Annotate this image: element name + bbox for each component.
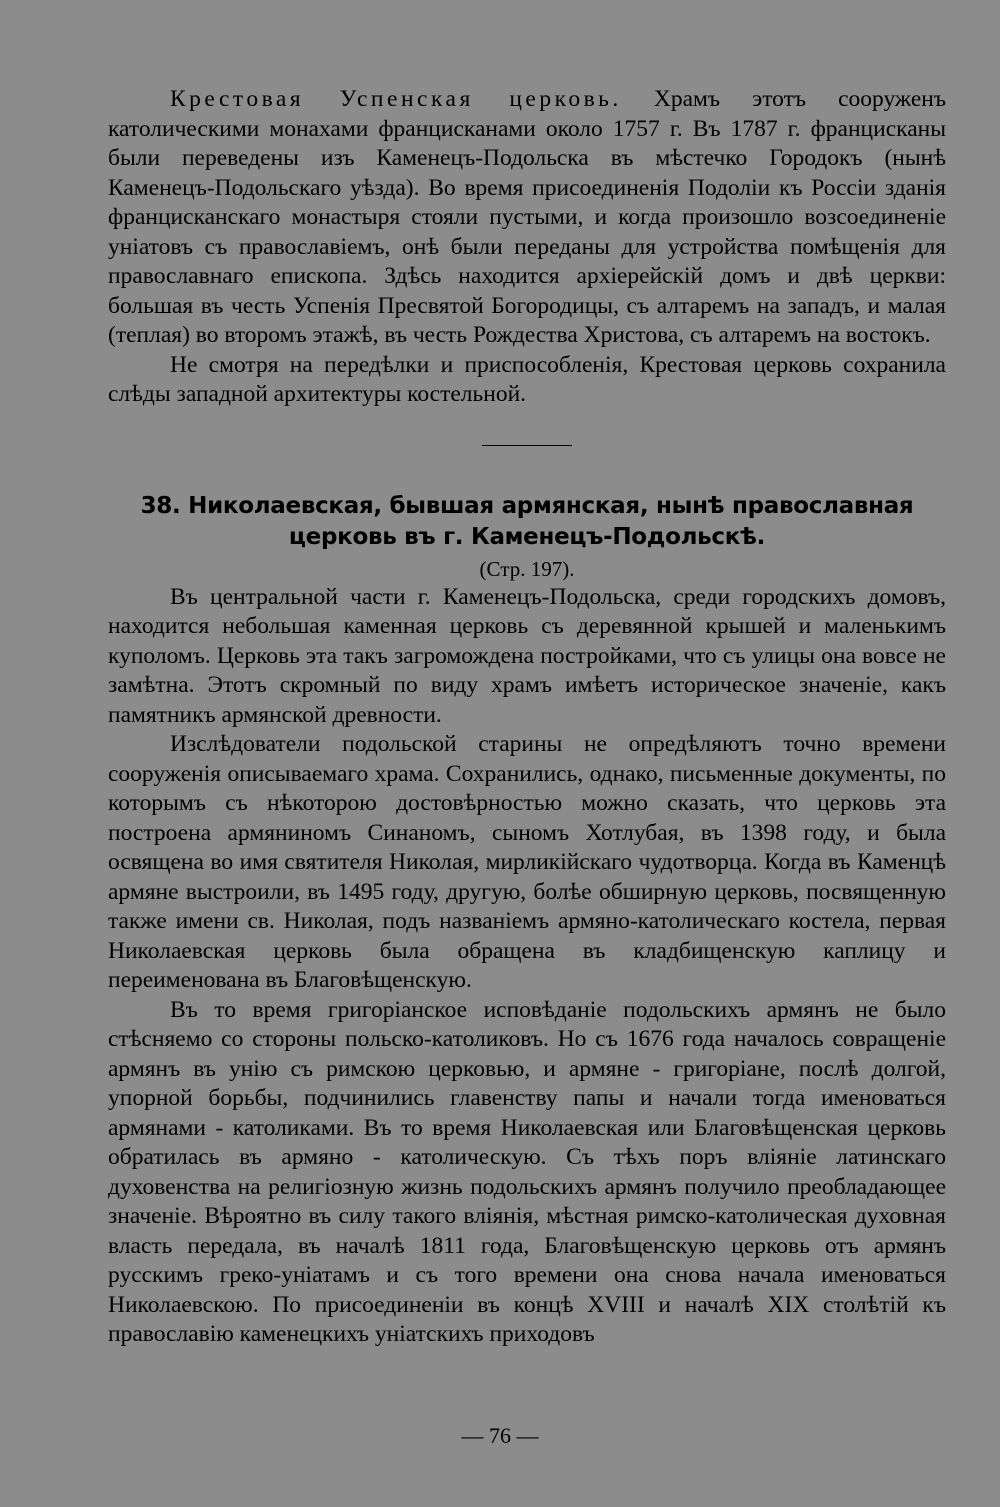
paragraph-text: Храмъ этотъ сооруженъ католическими монахами францисканами около 1757 г. Въ 1787 г. францисканы были переведены изъ Каменецъ-Подольска въ мѣстечко Городокъ (нынѣ Каменецъ-Подольскаго уѣзда). Во время присоединенія Подоліи къ Россіи зданія францисканскаго монастыря стояли пустыми, и когда произошло возсоединеніе уніатовъ съ православіемъ, онѣ были переданы для устройства помѣщенія для православнаго епископа. Здѣсь находится архіерейскій домъ и двѣ церкви: большая въ честь Успенія Пресвятой Богородицы, съ алтаремъ на западъ, и малая (теплая) во второмъ этажѣ, въ честь Рождества Христова, съ алтаремъ на востокъ.: [108, 86, 946, 348]
section-heading: [108, 491, 946, 553]
spaced-lead-phrase: Крестовая Успенская церковь.: [170, 86, 622, 112]
text-column: [108, 85, 946, 1350]
body-paragraph: Въ центральной части г. Каменецъ-Подольска, среди городскихъ домовъ, находится небольшая каменная церковь съ деревянной крышей и маленькимъ куполомъ. Церковь эта такъ загромождена постройками, что съ улицы она вовсе не замѣтна. Этотъ скромный по виду храмъ имѣетъ историческое значеніе, какъ памятникъ армянской древности.: [108, 583, 946, 728]
page-reference: (Стр. 197).: [479, 556, 575, 581]
section-divider: [482, 445, 572, 446]
body-paragraph: Изслѣдователи подольской старины не опредѣляютъ точно времени сооруженія описываемаго храма. Сохранились, однако, письменные документы, по которымъ съ нѣкоторою достовѣрностью можно сказать, что церковь эта построена армяниномъ Синаномъ, сыномъ Хотлубая, въ 1398 году, и была освящена во имя святителя Николая, мирликійскаго чудотворца. Когда въ Каменцѣ армяне выстроили, въ 1495 году, другую, болѣе обширную церковь, посвященную также имени св. Николая, подъ названіемъ армяно-католическаго костела, первая Николаевская церковь была обращена въ кладбищенскую каплицу и переименована въ Благовѣщенскую.: [108, 731, 946, 993]
body-paragraph: Въ то время григоріанское исповѣданіе подольскихъ армянъ не было стѣсняемо со стороны польско-католиковъ. Но съ 1676 года началось совращеніе армянъ въ унію съ римскою церковью, и армяне - григоріане, послѣ долгой, упорной борьбы, подчинились главенству папы и начали тогда именоваться армянами - католиками. Въ то время Николаевская или Благовѣщенская церковь обратилась въ армяно - католическую. Съ тѣхъ поръ вліяніе латинскаго духовенства на религіозную жизнь подольскихъ армянъ получило преобладающее значеніе. Вѣроятно въ силу такого вліянія, мѣстная римско-католическая духовная власть передала, въ началѣ 1811 года, Благовѣщенскую церковь отъ армянъ русскимъ греко-уніатамъ и съ того времени она снова начала именоваться Николаевскою. По присоединеніи въ концѣ XVIII и началѣ XIX столѣтій къ православію каменецкихъ уніатскихъ приходовъ: [108, 996, 946, 1347]
paragraph-krestovaya-2: Не смотря на передѣлки и приспособленія, Крестовая церковь сохранила слѣды западной архитектуры костельной.: [108, 351, 946, 407]
section-title: Николаевская, бывшая армянская, нынѣ православная церковь въ г. Каменецъ-Подольскѣ.: [188, 492, 914, 550]
paragraph-krestovaya: [108, 85, 946, 351]
section-number: 38.: [140, 492, 181, 519]
page-number: — 76 —: [461, 1423, 539, 1448]
